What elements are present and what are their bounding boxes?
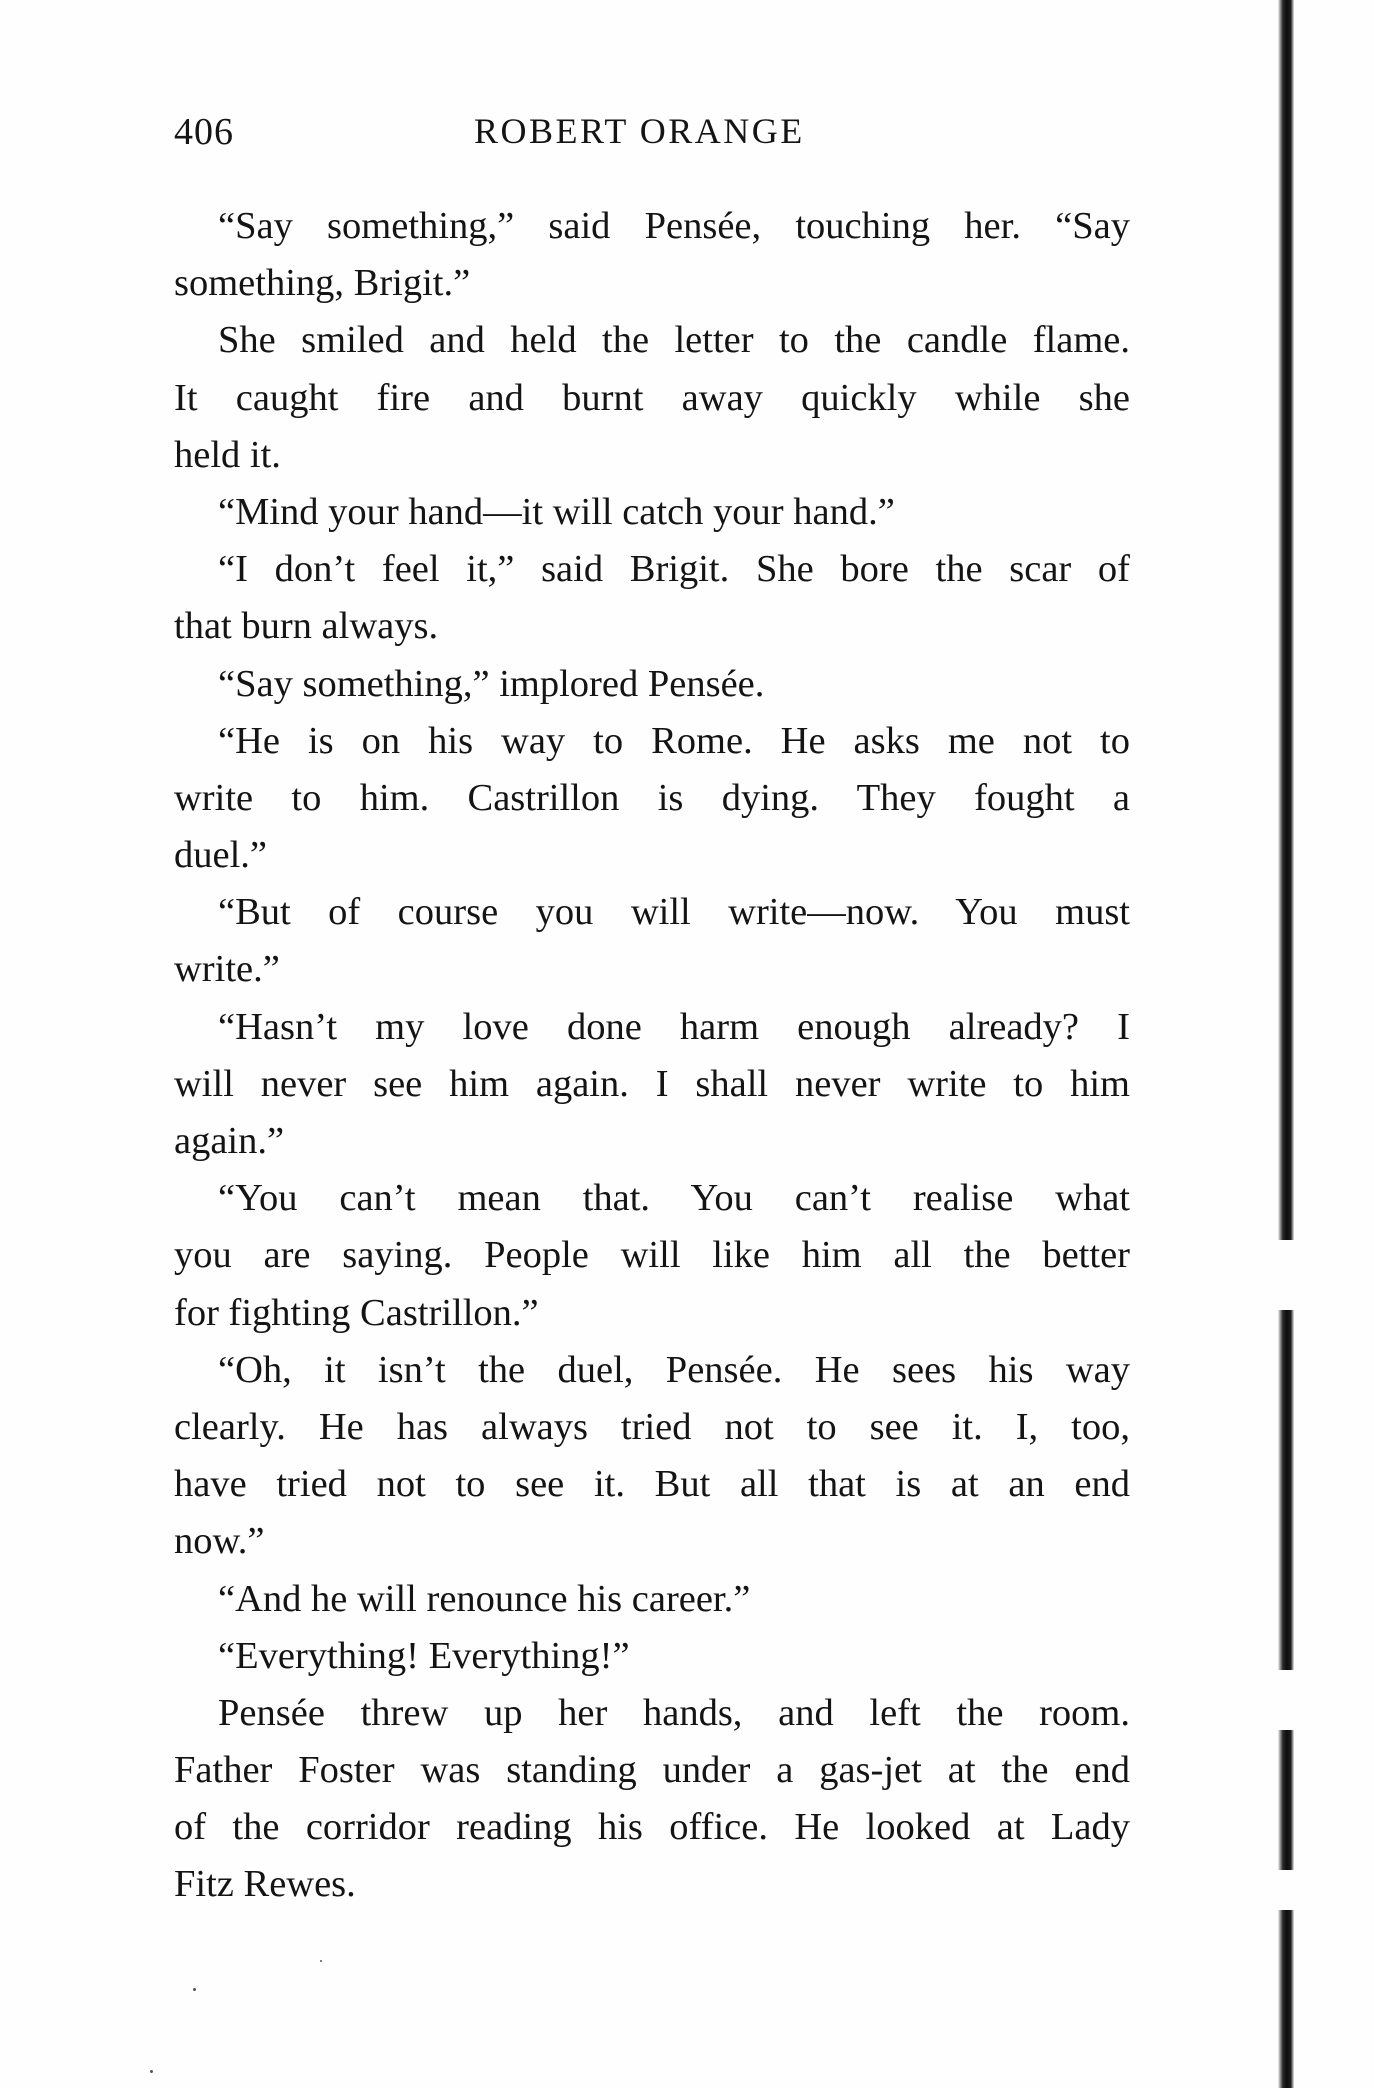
text-line: “Oh, it isn’t the duel, Pensée. He sees his way — [218, 1348, 1130, 1391]
text-line: Father Foster was standing under a gas-jet at the end — [174, 1749, 1130, 1792]
page-header — [174, 110, 1130, 162]
binding-gap — [1268, 1240, 1302, 1310]
text-line: that burn always. — [174, 605, 439, 648]
text-line: write to him. Castrillon is dying. They fought a — [174, 776, 1130, 819]
page-number: 406 — [174, 111, 234, 153]
text-line: “Mind your hand—it will catch your hand.” — [218, 490, 895, 533]
text-line: “Hasn’t my love done harm enough already? I — [218, 1005, 1130, 1048]
binding-shadow — [1278, 0, 1294, 2088]
text-line: write.” — [174, 948, 280, 991]
text-line: duel.” — [174, 834, 267, 877]
text-line: clearly. He has always tried not to see it. I, too, — [174, 1405, 1130, 1448]
paper-speckle — [150, 2070, 153, 2073]
text-line: “And he will renounce his career.” — [218, 1577, 751, 1620]
text-line: you are saying. People will like him all the better — [174, 1234, 1130, 1277]
paper-speckle — [193, 1988, 196, 1991]
text-line: “You can’t mean that. You can’t realise what — [218, 1177, 1130, 1220]
text-line: “Say something,” implored Pensée. — [218, 662, 765, 705]
text-line: something, Brigit.” — [174, 262, 471, 305]
text-line: have tried not to see it. But all that is at an end — [174, 1463, 1130, 1506]
text-line: “Everything! Everything!” — [218, 1634, 630, 1677]
body-text — [174, 198, 1130, 1914]
text-line: She smiled and held the letter to the candle flame. — [218, 319, 1130, 362]
text-line: held it. — [174, 433, 281, 476]
text-line: It caught fire and burnt away quickly while she — [174, 376, 1130, 419]
text-line: “But of course you will write—now. You must — [218, 891, 1130, 934]
text-line: “Say something,” said Pensée, touching her. “Say — [218, 205, 1130, 247]
text-line: “I don’t feel it,” said Brigit. She bore the scar of — [218, 548, 1130, 591]
text-line: for fighting Castrillon.” — [174, 1291, 539, 1334]
text-line: of the corridor reading his office. He looked at Lady — [174, 1806, 1130, 1849]
text-line: Pensée threw up her hands, and left the room. — [218, 1691, 1130, 1734]
binding-gap — [1268, 1670, 1302, 1730]
running-title: ROBERT ORANGE — [474, 111, 805, 151]
text-line: Fitz Rewes. — [174, 1863, 356, 1906]
text-line: now.” — [174, 1520, 265, 1563]
text-line: “He is on his way to Rome. He asks me not to — [218, 719, 1130, 762]
text-line: will never see him again. I shall never write to him — [174, 1062, 1130, 1105]
text-line: again.” — [174, 1120, 285, 1162]
paper-speckle — [320, 1960, 322, 1962]
binding-gap — [1268, 1870, 1302, 1910]
